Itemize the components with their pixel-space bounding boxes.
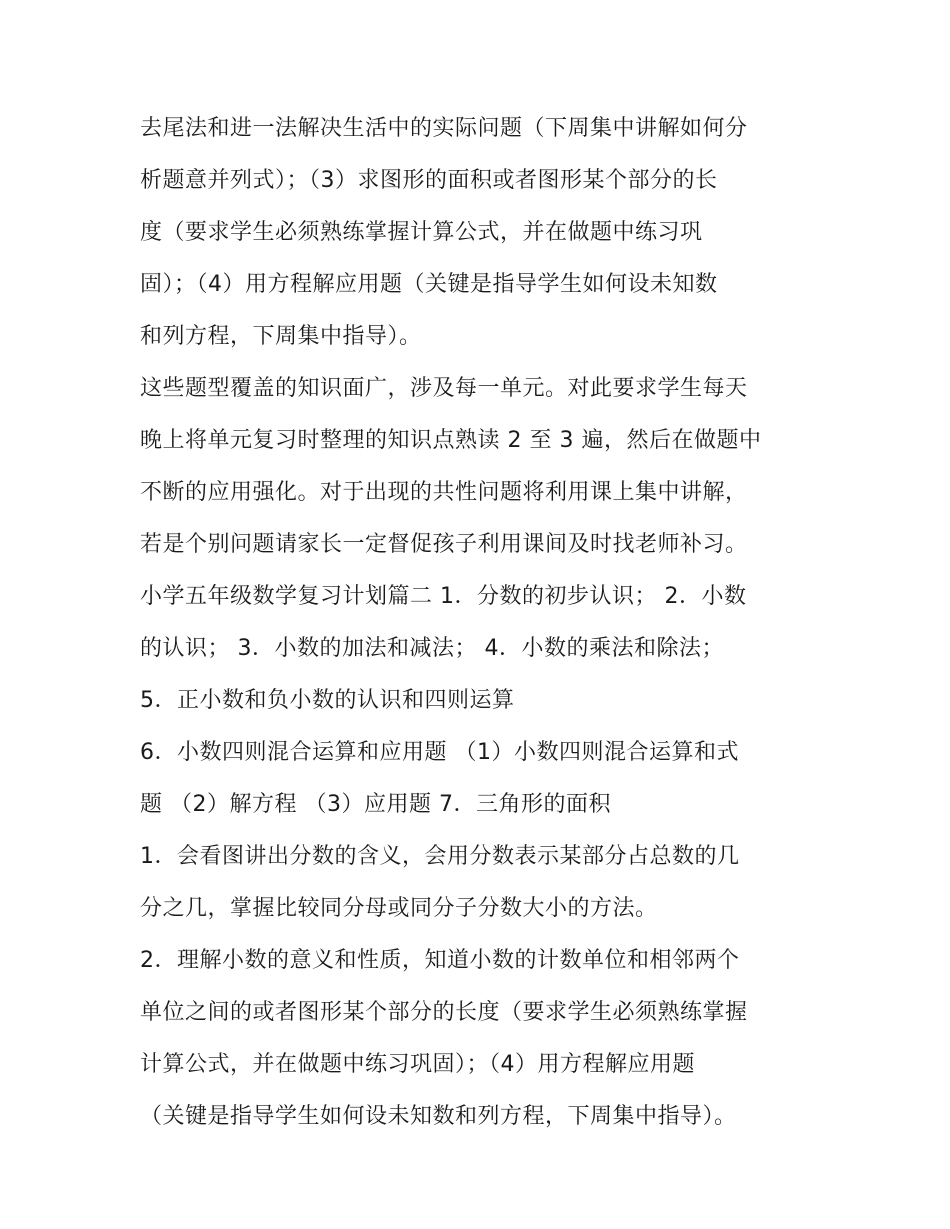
text-line: 的认识； 3．小数的加法和减法； 4．小数的乘法和除法； — [140, 636, 724, 661]
text-line: 分之几，掌握比较同分母或同分子分数大小的方法。 — [140, 896, 658, 921]
text-line: 去尾法和进一法解决生活中的实际问题（下周集中讲解如何分 — [140, 116, 748, 141]
text-line: 这些题型覆盖的知识面广，涉及每一单元。对此要求学生每天 — [140, 376, 748, 401]
text-line: 度（要求学生必须熟练掌握计算公式，并在做题中练习巩 — [140, 220, 703, 245]
text-line: 固）；（4）用方程解应用题（关键是指导学生如何设未知数 — [140, 272, 718, 297]
text-line: 单位之间的或者图形某个部分的长度（要求学生必须熟练掌握 — [140, 1000, 748, 1025]
text-line: 晚上将单元复习时整理的知识点熟读 2 至 3 遍，然后在做题中 — [140, 428, 762, 453]
text-line: 小学五年级数学复习计划篇二 1．分数的初步认识； 2．小数 — [140, 584, 747, 609]
text-line: 5．正小数和负小数的认识和四则运算 — [140, 688, 515, 713]
text-line: 题 （2）解方程 （3）应用题 7．三角形的面积 — [140, 792, 611, 817]
text-line: （关键是指导学生如何设未知数和列方程，下周集中指导）。 — [140, 1104, 737, 1129]
text-line: 和列方程，下周集中指导）。 — [140, 324, 422, 349]
text-line: 若是个别问题请家长一定督促孩子利用课间及时找老师补习。 — [140, 532, 748, 557]
document-body — [140, 103, 830, 1143]
text-line: 6．小数四则混合运算和应用题 （1）小数四则混合运算和式 — [140, 740, 739, 765]
text-line: 1．会看图讲出分数的含义，会用分数表示某部分占总数的几 — [140, 844, 740, 869]
text-line: 不断的应用强化。对于出现的共性问题将利用课上集中讲解， — [140, 480, 748, 505]
text-line: 析题意并列式）；（3）求图形的面积或者图形某个部分的长 — [140, 168, 718, 193]
text-line: 2．理解小数的意义和性质，知道小数的计数单位和相邻两个 — [140, 948, 740, 973]
text-line: 计算公式，并在做题中练习巩固）；（4）用方程解应用题 — [140, 1052, 695, 1077]
